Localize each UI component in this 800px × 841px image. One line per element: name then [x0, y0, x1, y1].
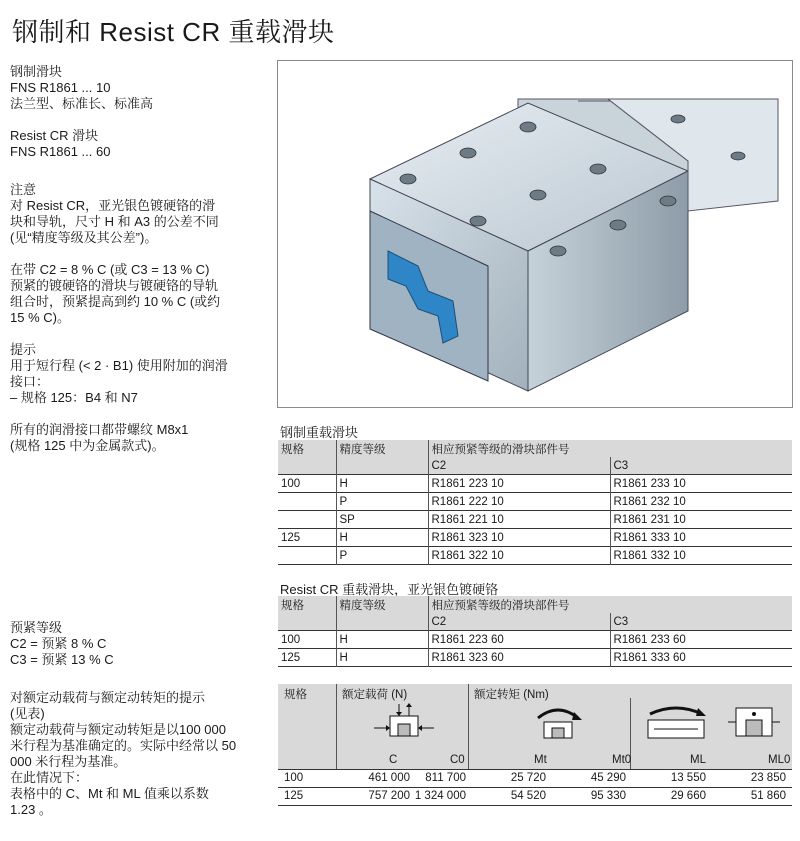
cell-c2: R1861 323 10 [428, 529, 610, 547]
cell-mt: 54 520 [510, 790, 546, 802]
longitudinal-moment-icon [640, 698, 712, 744]
note-title: 注意 [10, 182, 37, 197]
cell-mt0: 45 290 [590, 772, 626, 784]
table2-caption: Resist CR 重载滑块，亚光银色镀硬铬 [280, 582, 499, 597]
table-row [278, 649, 792, 667]
load-note-line: 000 米行程为基准。 [10, 754, 127, 769]
cell-ml0: 23 850 [750, 772, 786, 784]
cell-c2: R1861 223 10 [428, 475, 610, 493]
preload-class-block [10, 620, 268, 668]
divider [278, 787, 792, 788]
product-illustration [277, 60, 793, 408]
cell-c2: R1861 221 10 [428, 511, 610, 529]
cell-c: 461 000 [368, 772, 410, 784]
cell-ml: 29 660 [670, 790, 706, 802]
steel-block-title: 钢制滑块 [10, 64, 63, 79]
cell-size: 125 [281, 531, 301, 544]
cell-size: 125 [281, 651, 301, 664]
cell-accuracy: H [336, 529, 428, 547]
load-note-sub: (见表) [10, 706, 45, 721]
col-ml: ML [690, 754, 706, 766]
table3-header-size: 规格 [284, 689, 307, 701]
table1-caption: 钢制重载滑块 [280, 425, 359, 440]
table-row [278, 631, 792, 649]
cell-c0: 811 700 [425, 772, 466, 784]
cell-c3: R1861 233 10 [610, 475, 792, 493]
table1-header-size: 规格 [281, 443, 304, 456]
cell-accuracy: P [336, 493, 428, 511]
longitudinal-static-moment-icon [726, 698, 782, 744]
cell-c2: R1861 222 10 [428, 493, 610, 511]
thread-line: 所有的润滑接口都带螺纹 M8x1 [10, 422, 189, 437]
table-row [278, 529, 792, 547]
cell-c3: R1861 233 60 [610, 631, 792, 649]
table2-header-c3: C3 [610, 613, 792, 631]
table3-header-moment: 额定转矩 (Nm) [474, 689, 549, 701]
preload-class-c2: C2 = 预紧 8 % C [10, 636, 107, 651]
cr-block-code: FNS R1861 ... 60 [10, 144, 111, 159]
cell-c2: R1861 223 60 [428, 631, 610, 649]
table-row [278, 475, 792, 493]
table2-header-size: 规格 [281, 599, 304, 612]
preload-class-title: 预紧等级 [10, 620, 63, 635]
cell-c3: R1861 232 10 [610, 493, 792, 511]
note-line: 对 Resist CR，亚光银色镀硬铬的滑 [10, 198, 216, 213]
col-ml0: ML0 [768, 754, 791, 766]
note-line: (见“精度等级及其公差”)。 [10, 230, 158, 245]
preload-line: 15 % C)。 [10, 310, 70, 325]
divider [336, 684, 337, 769]
table2-header-c2: C2 [428, 613, 610, 631]
load-note-line: 额定动载荷与额定动转矩是以100 000 [10, 722, 226, 737]
runner-block-drawing [278, 61, 792, 407]
cell-c2: R1861 322 10 [428, 547, 610, 565]
left-column [10, 64, 268, 454]
cell-c3: R1861 333 10 [610, 529, 792, 547]
table-row [278, 547, 792, 565]
table2 [278, 596, 792, 667]
table-row [278, 511, 792, 529]
table1-header-part-numbers: 相应预紧等级的滑块部件号 [428, 440, 792, 457]
col-c: C [389, 754, 398, 766]
cell-accuracy: H [336, 649, 428, 667]
preload-line: 组合时，预紧提高到约 10 % C (或约 [10, 294, 221, 309]
cr-block-title: Resist CR 滑块 [10, 128, 99, 143]
load-note-block [10, 690, 268, 818]
col-mt: Mt [534, 754, 547, 766]
cell-mt0: 95 330 [590, 790, 626, 802]
load-ratings-table [278, 684, 792, 806]
cell-c3: R1861 231 10 [610, 511, 792, 529]
cell-ml0: 51 860 [750, 790, 786, 802]
table1-header-accuracy: 精度等级 [336, 440, 428, 457]
col-mt0: Mt0 [612, 754, 632, 766]
cell-size: 100 [281, 477, 301, 490]
divider [468, 684, 469, 769]
preload-line: 预紧的镀硬铬的滑块与镀硬铬的导轨 [10, 278, 219, 293]
cell-c0: 1 324 000 [414, 790, 466, 802]
cell-size [278, 493, 336, 511]
hint-line: 接口： [10, 374, 50, 389]
cell-accuracy: P [336, 547, 428, 565]
hint-line: 用于短行程 (< 2 · B1) 使用附加的润滑 [10, 358, 228, 373]
table2-header-accuracy: 精度等级 [336, 596, 428, 613]
cell-size [278, 511, 336, 529]
load-note-line: 1.23 。 [10, 802, 52, 817]
cell-size [278, 547, 336, 565]
cell-ml: 13 550 [670, 772, 706, 784]
steel-block-desc: 法兰型、标准长、标准高 [10, 96, 154, 111]
table1-header-c3: C3 [610, 457, 792, 475]
load-direction-icon [370, 702, 438, 748]
table3-header-load: 额定载荷 (N) [342, 689, 408, 701]
divider [278, 769, 792, 770]
torsion-moment-icon [530, 698, 586, 744]
cell-size: 100 [284, 772, 304, 784]
cell-mt: 25 720 [510, 772, 546, 784]
load-note-line: 米行程为基准确定的。实际中经常以 50 [10, 738, 237, 753]
load-note-title: 对额定动载荷与额定动转矩的提示 [10, 690, 206, 705]
divider [278, 805, 792, 806]
note-line: 块和导轨，尺寸 H 和 A3 的公差不同 [10, 214, 219, 229]
preload-class-c3: C3 = 预紧 13 % C [10, 652, 114, 667]
steel-block-code: FNS R1861 ... 10 [10, 80, 111, 95]
table1-header-c2: C2 [428, 457, 610, 475]
cell-accuracy: H [336, 631, 428, 649]
col-c0: C0 [450, 754, 465, 766]
load-note-line: 表格中的 C、Mt 和 ML 值乘以系数 [10, 786, 209, 801]
table-row [278, 493, 792, 511]
cell-c2: R1861 323 60 [428, 649, 610, 667]
cell-size: 125 [284, 790, 304, 802]
hint-line: – 规格 125：B4 和 N7 [10, 390, 138, 405]
cell-c3: R1861 332 10 [610, 547, 792, 565]
cell-c3: R1861 333 60 [610, 649, 792, 667]
load-note-line: 在此情况下： [10, 770, 89, 785]
cell-c: 757 200 [368, 790, 410, 802]
table1 [278, 440, 792, 565]
cell-accuracy: SP [336, 511, 428, 529]
preload-line: 在带 C2 = 8 % C (或 C3 = 13 % C) [10, 262, 210, 277]
thread-line: (规格 125 中为金属款式)。 [10, 438, 165, 453]
table2-header-part-numbers: 相应预紧等级的滑块部件号 [428, 596, 792, 613]
page-title: 钢制和 Resist CR 重载滑块 [12, 17, 335, 47]
hint-title: 提示 [10, 342, 37, 357]
cell-accuracy: H [336, 475, 428, 493]
cell-size: 100 [281, 633, 301, 646]
